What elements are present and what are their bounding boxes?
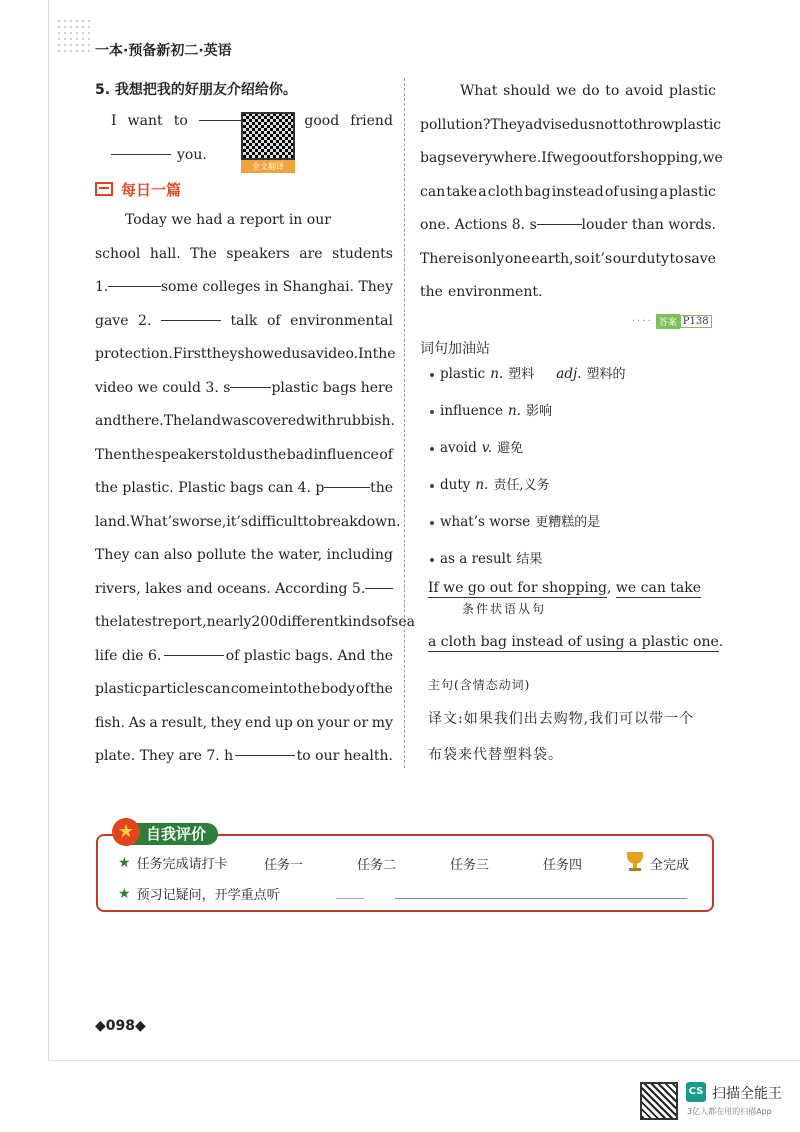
passage-word: 200 [251,614,279,630]
passage-line [95,372,393,406]
passage-word: speakers [154,446,219,463]
passage-word: instead [551,183,604,200]
vocab-word: avoid [440,440,477,456]
answer-page: P138 [680,315,712,328]
passage-segment: video we could 3. s [95,379,231,396]
passage-word: earth, [531,250,574,267]
passage-word: we [702,150,723,166]
answer-tag: 答案 [656,314,680,329]
passage-word: shopping, [633,150,703,166]
left-column [95,75,415,774]
answer-blank[interactable] [164,640,224,656]
page-number: ◆098◆ [95,1018,146,1034]
passage-word: the [420,284,443,300]
passage-word: can [420,183,446,200]
passage-line [95,707,393,741]
passage-word: a [149,714,158,731]
passage-word: good [304,113,340,129]
passage-word: plastic [669,83,716,99]
passage-word: of [604,183,619,200]
section-icon [95,182,113,196]
vocab-meaning: 结果 [516,552,543,567]
page-header: 一本·预备新初二·英语 [95,43,232,59]
vocab-item [430,356,625,393]
passage-word: of [379,446,393,463]
trophy-icon [626,852,644,872]
page-bottom-edge [48,1060,800,1061]
passage-word: fish. [95,714,125,731]
passage-word: or [353,714,369,731]
passage-segment: the [250,547,274,563]
passage-line [95,238,393,272]
task-3-checkbox[interactable]: 任务三 [450,858,490,873]
period: . [718,634,724,650]
passage-word: only [474,250,505,267]
self-eval-title: 自我评价 [118,823,218,845]
answer-blank[interactable] [111,139,171,155]
passage-line [95,305,393,339]
passage-word: the [370,681,393,697]
passage-word: protection. [95,346,173,362]
passage-word: influence [313,446,379,463]
vocab-pos: n. [490,366,504,382]
passage-segment: including [326,547,393,563]
passage-word: out [589,150,613,166]
passage-segment: water, [278,547,323,563]
bullet-icon [430,373,434,377]
passage-word: with [305,413,337,429]
passage-line [95,271,393,305]
passage-segment: of plastic bags. And the [225,647,393,664]
passage-word: showed [237,346,292,362]
passage-word: down. [357,513,401,530]
bullet-icon [430,484,434,488]
passage-word: save [684,250,716,267]
vocab-item [430,504,625,541]
passage-word: difficult [248,513,303,530]
question-5-title: 5. 我想把我的好朋友介绍给你。 [95,82,297,98]
passage-line [95,573,393,607]
question-5-tail: you. [177,146,207,163]
page-number-value: 098 [105,1018,136,1034]
passage-word: not [595,116,619,133]
passage-word: us [246,446,263,463]
answer-blank[interactable] [537,209,582,225]
passage-word: avoid [625,83,664,99]
passage-line [420,209,716,243]
passage-segment: plastic bags here [271,379,393,396]
passage-word: using [619,183,659,200]
passage-word: particles [142,681,205,697]
passage-word: a [659,183,668,200]
corner-decoration [56,18,90,54]
passage-word: in [288,212,303,228]
qr-label: 全文翻译 [241,160,295,173]
notes-line[interactable] [395,898,687,899]
task-2-checkbox[interactable]: 任务二 [357,858,397,873]
passage-word: the [131,446,155,463]
passage-word: to [173,113,188,129]
vocab-item [430,393,625,430]
passage-segment: The [190,245,217,262]
passage-word: to [302,513,317,530]
vocab-meaning: 塑料 [508,367,535,382]
passage-word: kinds [339,614,378,630]
footer-subtitle: 3亿人都在用的扫描App [687,1107,772,1116]
award-star-icon: ★ [112,818,140,846]
example-line-2 [428,634,723,650]
passage-word: can [205,681,231,697]
passage-word: cloth [487,183,524,200]
passage-word: land. [95,513,131,530]
passage-word: body [320,681,356,697]
passage-segment: gave [95,312,129,329]
leader-dots: ···· [632,316,653,327]
passage-segment: one. Actions 8. s [420,217,537,233]
passage-word: a [226,212,236,228]
passage-word: What’s [130,513,180,530]
vocab-word: duty [440,477,471,493]
passage-word: Then [95,446,131,463]
passage-word: it’s [590,250,613,267]
passage-right [420,75,723,310]
passage-word: The [163,413,191,429]
passage-word: we [551,150,573,166]
passage-word: advised [524,116,580,133]
passage-line [95,539,393,573]
passage-segment: the [370,480,393,496]
passage-word: told [218,446,247,463]
passage-line [420,243,716,277]
passage-word: If [541,150,552,166]
vocab-item [430,430,625,467]
bullet-icon [430,410,434,414]
vocab-pos: v. [481,440,493,456]
passage-segment: plate. They are 7. h [95,748,234,764]
passage-segment: speakers [226,245,290,262]
passage-word: come [230,681,269,697]
passage-segment: also [163,547,193,563]
page-edge [48,0,49,1060]
passage-word: plastic [95,681,142,697]
camscanner-logo-icon: CS [686,1082,706,1102]
passage-word: bag [524,183,551,200]
vocab-word: influence [440,403,503,419]
passage-line [95,338,396,372]
bullet-icon [430,447,434,451]
vocab-item [430,467,625,504]
example-line-1 [428,580,701,596]
passage-segment: 2. [138,312,152,329]
vocab-word: plastic [440,366,486,382]
passage-word: In [358,346,373,362]
passage-word: to [605,83,620,99]
vocab-title: 词句加油站 [420,341,490,357]
vocab-word: as a result [440,551,512,567]
daily-section-header [95,174,393,204]
task-1-checkbox[interactable]: 任务一 [264,858,304,873]
passage-word: latest [117,614,158,630]
passage-word: they [206,346,238,362]
passage-segment: can [134,547,160,563]
passage-word: us [291,346,308,362]
vocab-pos: n. [507,403,521,419]
passage-word: First [172,346,207,362]
passage-word: to [669,250,684,267]
passage-word: of [377,614,392,630]
passage-line [420,276,716,310]
task-4-checkbox[interactable]: 任务四 [543,858,583,873]
vocab-list [430,356,625,578]
passage-word: different [278,614,340,630]
passage-segment: some colleges in Shanghai. They [160,279,393,295]
passage-segment: are [299,245,323,262]
column-divider [404,78,405,768]
passage-word: is [462,250,474,267]
passage-segment: They [95,547,130,563]
passage-word: of [355,681,370,697]
passage-segment: to our health. [296,748,393,764]
qr-code-icon [241,112,295,160]
answer-blank[interactable] [161,305,221,321]
answer-blank[interactable] [108,271,160,287]
annotation-main-clause: 主句(含情态动词) [428,678,531,692]
translation-qr[interactable] [241,112,295,174]
right-column [420,75,723,310]
passage-segment: environmental [290,312,393,329]
passage-word: rubbish. [336,413,395,429]
passage-line [95,204,331,238]
passage-word: What [460,83,498,99]
passage-line [95,405,393,439]
passage-line [420,142,723,176]
passage-line [95,640,393,674]
footer-qr-icon [640,1082,678,1120]
passage-line [420,75,716,109]
passage-word: one [504,250,531,267]
passage-word: environment. [447,284,543,300]
passage-word: plastic [674,116,722,133]
passage-word: Today [125,212,167,228]
passage-word: a [307,346,316,362]
passage-word: video. [315,346,359,362]
passage-word: your [317,714,350,731]
passage-word: end [245,714,272,731]
answer-reference[interactable] [632,314,712,329]
passage-segment: the plastic. Plastic bags can 4. p [95,480,325,496]
vocab-word: what’s worse [440,514,531,530]
vocab-meaning: 影响 [525,404,552,419]
bullet-icon [430,558,434,562]
passage-word: result, [161,714,208,731]
passage-word: they [210,714,242,731]
passage-segment: hall. [149,245,181,262]
passage-word: sea [391,614,415,630]
passage-word: the [263,446,287,463]
annotation-conditional: 条件状语从句 [462,602,547,616]
passage-line [95,740,393,774]
translation-line-2: 布袋来代替塑料袋。 [428,747,563,763]
passage-word: everywhere. [453,150,542,166]
vocab-meaning: 责任,义务 [493,478,550,493]
passage-word: our [306,212,331,228]
answer-blank[interactable] [324,472,370,488]
passage-word: I [111,113,117,129]
vocab-meaning: 避免 [497,441,524,456]
passage-word: into [269,681,297,697]
passage-word: on [296,714,314,731]
vocab-pos: adj. [556,366,582,382]
passage-line [95,439,393,473]
notes-line-short [336,898,364,899]
footer-brand: 扫描全能王 [712,1086,782,1102]
passage-line [95,506,401,540]
translation-line-1: 译文:如果我们出去购物,我们可以带一个 [428,711,695,727]
passage-segment: students [332,245,393,262]
passage-word: take [446,183,478,200]
main-clause-end: a cloth bag instead of using a plastic one [428,634,719,650]
vocab-item [430,541,625,578]
answer-blank[interactable] [230,372,271,388]
daily-section-title: 每日一篇 [121,180,182,199]
passage-word: nearly [206,614,252,630]
passage-word: friend [350,113,393,129]
vocab-meaning: 更糟糕的是 [535,515,601,530]
passage-word: should [503,83,551,99]
passage-word: there. [121,413,164,429]
answer-blank[interactable] [365,573,393,589]
bullet-icon [430,521,434,525]
passage-line [95,472,393,506]
passage-word: we [556,83,577,99]
passage-word: plastic [668,183,716,200]
passage-segment: of [266,312,281,329]
passage-word: the [95,614,118,630]
passage-line [420,176,716,210]
passage-line [95,673,393,707]
vocab-meaning: 塑料的 [586,367,626,382]
passage-word: report [239,212,285,228]
star-icon: ★ [118,885,131,902]
all-complete-checkbox[interactable]: 全完成 [650,858,690,873]
passage-segment: talk [230,312,258,329]
passage-word: They [490,116,525,133]
passage-segment: rivers, lakes and oceans. According 5. [95,580,366,597]
passage-word: and [95,413,122,429]
passage-word: throw [632,116,675,133]
passage-word: it’s [226,513,249,530]
eval-row-1 [118,853,228,872]
passage-word: report, [157,614,207,630]
passage-word: bags [420,150,454,166]
passage-word: the [372,346,396,362]
main-clause-start: we can take [615,580,702,596]
passage-word: up [274,714,293,731]
passage-word: want [127,113,163,129]
comma: , [607,580,612,596]
passage-word: had [196,212,223,228]
passage-segment: school [95,245,141,262]
eval-row-1-label: 任务完成请打卡 [136,857,228,872]
passage-segment: pollute [196,547,247,563]
passage-word: break [316,513,358,530]
passage-word: bad [286,446,314,463]
passage-word: so [574,250,590,267]
passage-segment: 1. [95,279,109,295]
passage-word: As [128,714,146,731]
passage-line [420,109,722,143]
passage-segment: life die 6. [95,647,162,664]
eval-row-2-label: 预习记疑问，开学重点听 [136,888,280,903]
passage-word: us [579,116,596,133]
passage-word: our [612,250,637,267]
answer-blank[interactable] [235,740,295,756]
vocab-pos: n. [475,477,489,493]
passage-word: pollution? [420,116,491,133]
passage-word: my [371,714,393,731]
passage-word: the [297,681,321,697]
passage-word: was [221,413,249,429]
passage-word: a [478,183,487,200]
passage-word: to [618,116,633,133]
conditional-clause: If we go out for shopping [428,580,608,596]
passage-word: do [582,83,600,99]
passage-word: duty [637,250,669,267]
passage-word: we [171,212,192,228]
passage-word: covered [248,413,306,429]
eval-row-2 [118,884,280,903]
star-icon: ★ [118,854,131,871]
passage-word: for [612,150,634,166]
passage-left [95,204,415,774]
passage-word: worse, [179,513,227,530]
passage-line [95,606,415,640]
passage-segment: louder than words. [581,217,716,233]
passage-word: land [190,413,222,429]
passage-word: There [420,250,462,267]
passage-word: go [572,150,590,166]
